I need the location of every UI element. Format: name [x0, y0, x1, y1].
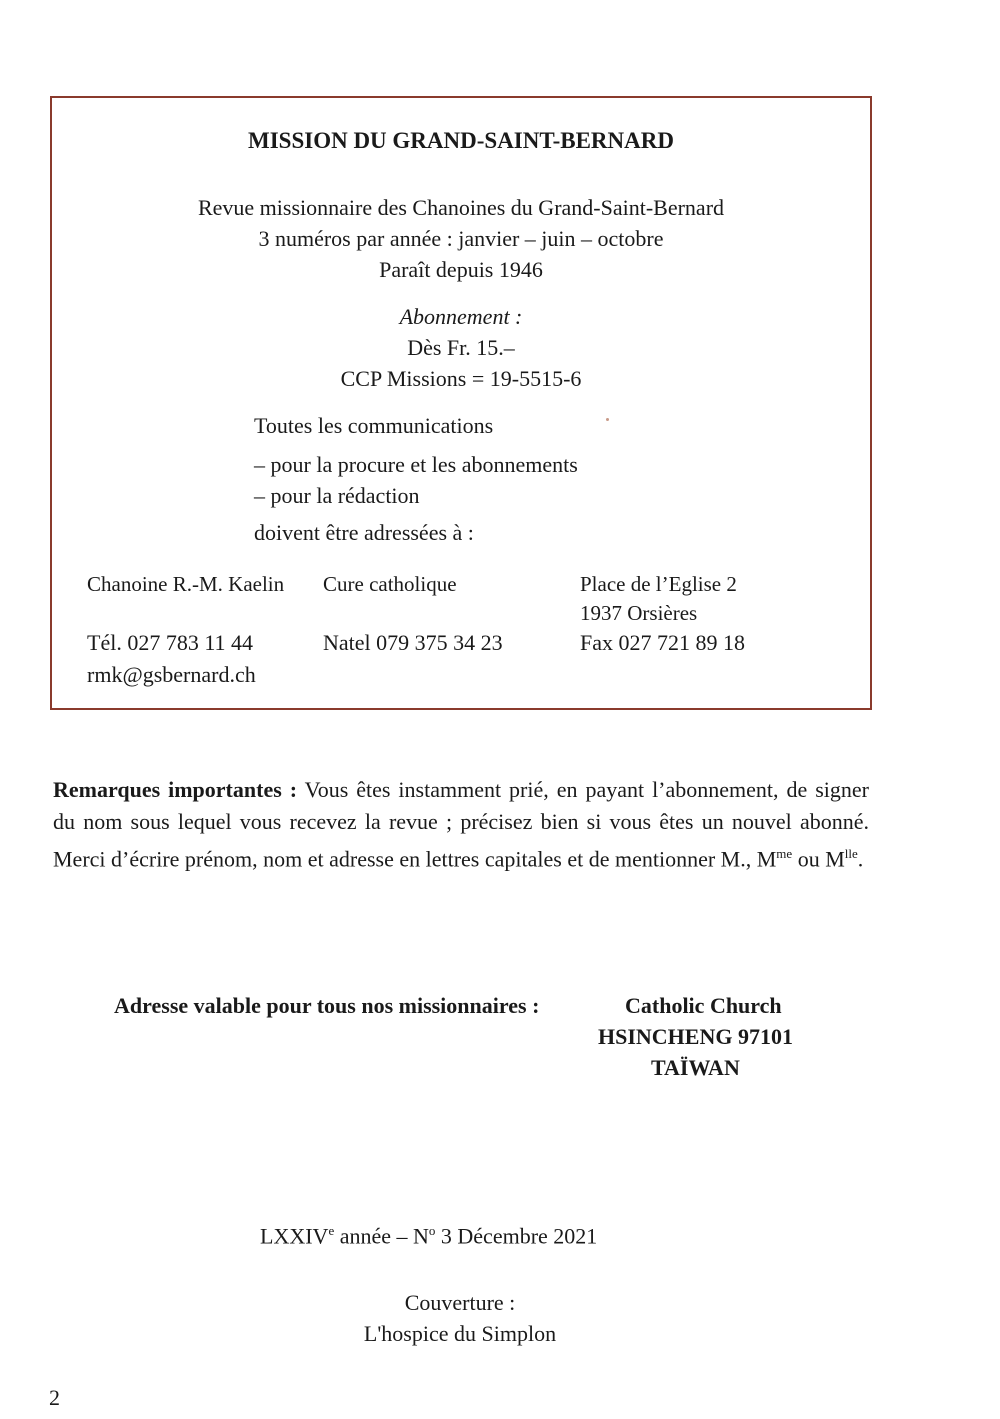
contact-address-2: 1937 Orsières [580, 601, 698, 625]
remarks-sup-1: me [776, 846, 793, 861]
price: Dès Fr. 15.– [407, 335, 515, 360]
issue-sup-no: o [428, 1223, 436, 1238]
page-number: 2 [49, 1385, 60, 1410]
contact-address-1: Place de l’Eglise 2 [580, 572, 737, 596]
remarks-text: Vous êtes instamment prié, en payant l’abonnement, de signer du nom sous lequel vous recevez la revue ; précisez bien si vous êtes un nouvel abonné. Merci d’écrire prénom, nom et adresse en lettres capitales et de mentionner M., M [53, 777, 870, 872]
box-line-1: Revue missionnaire des Chanoines du Grand-Saint-Bernard [197, 195, 725, 220]
remarks-sup-2: lle [844, 846, 858, 861]
remarks-mid: ou M [792, 846, 845, 872]
address-line-1: Catholic Church [625, 993, 782, 1018]
contact-fax: Fax 027 721 89 18 [580, 630, 745, 655]
speck [606, 418, 609, 421]
cover-label: Couverture : [404, 1290, 516, 1315]
comm-intro: Toutes les communications [254, 413, 494, 438]
box-line-3: Paraît depuis 1946 [379, 257, 543, 282]
issue-sup: e [328, 1223, 335, 1238]
contact-tel: Tél. 027 783 11 44 [87, 630, 253, 655]
abonnement-label: Abonnement : [399, 304, 523, 329]
comm-item-2: – pour la rédaction [254, 483, 420, 508]
address-label: Adresse valable pour tous nos missionnaires : [114, 993, 540, 1018]
issue-line [260, 1223, 597, 1249]
issue-middle: année – N [334, 1223, 429, 1249]
address-line-3: TAÏWAN [651, 1055, 740, 1080]
remarks-label: Remarques importantes : [53, 777, 298, 802]
cover-value: L'hospice du Simplon [363, 1321, 557, 1346]
remarks-end: . [857, 846, 864, 872]
box-line-2: 3 numéros par année : janvier – juin – octobre [258, 226, 664, 251]
contact-name: Chanoine R.-M. Kaelin [87, 572, 285, 596]
ccp: CCP Missions = 19-5515-6 [340, 366, 582, 391]
contact-email: rmk@gsbernard.ch [87, 662, 256, 687]
info-box [50, 96, 872, 710]
address-line-2: HSINCHENG 97101 [598, 1024, 793, 1049]
issue-suffix: 3 Décembre 2021 [435, 1223, 598, 1249]
box-title: MISSION DU GRAND-SAINT-BERNARD [248, 128, 674, 153]
issue-prefix: LXXIV [260, 1223, 329, 1249]
comm-item-1: – pour la procure et les abonnements [254, 452, 578, 477]
contact-natel: Natel 079 375 34 23 [323, 630, 503, 655]
contact-place: Cure catholique [323, 572, 457, 596]
remarks-paragraph [53, 774, 869, 875]
comm-outro: doivent être adressées à : [254, 520, 474, 545]
